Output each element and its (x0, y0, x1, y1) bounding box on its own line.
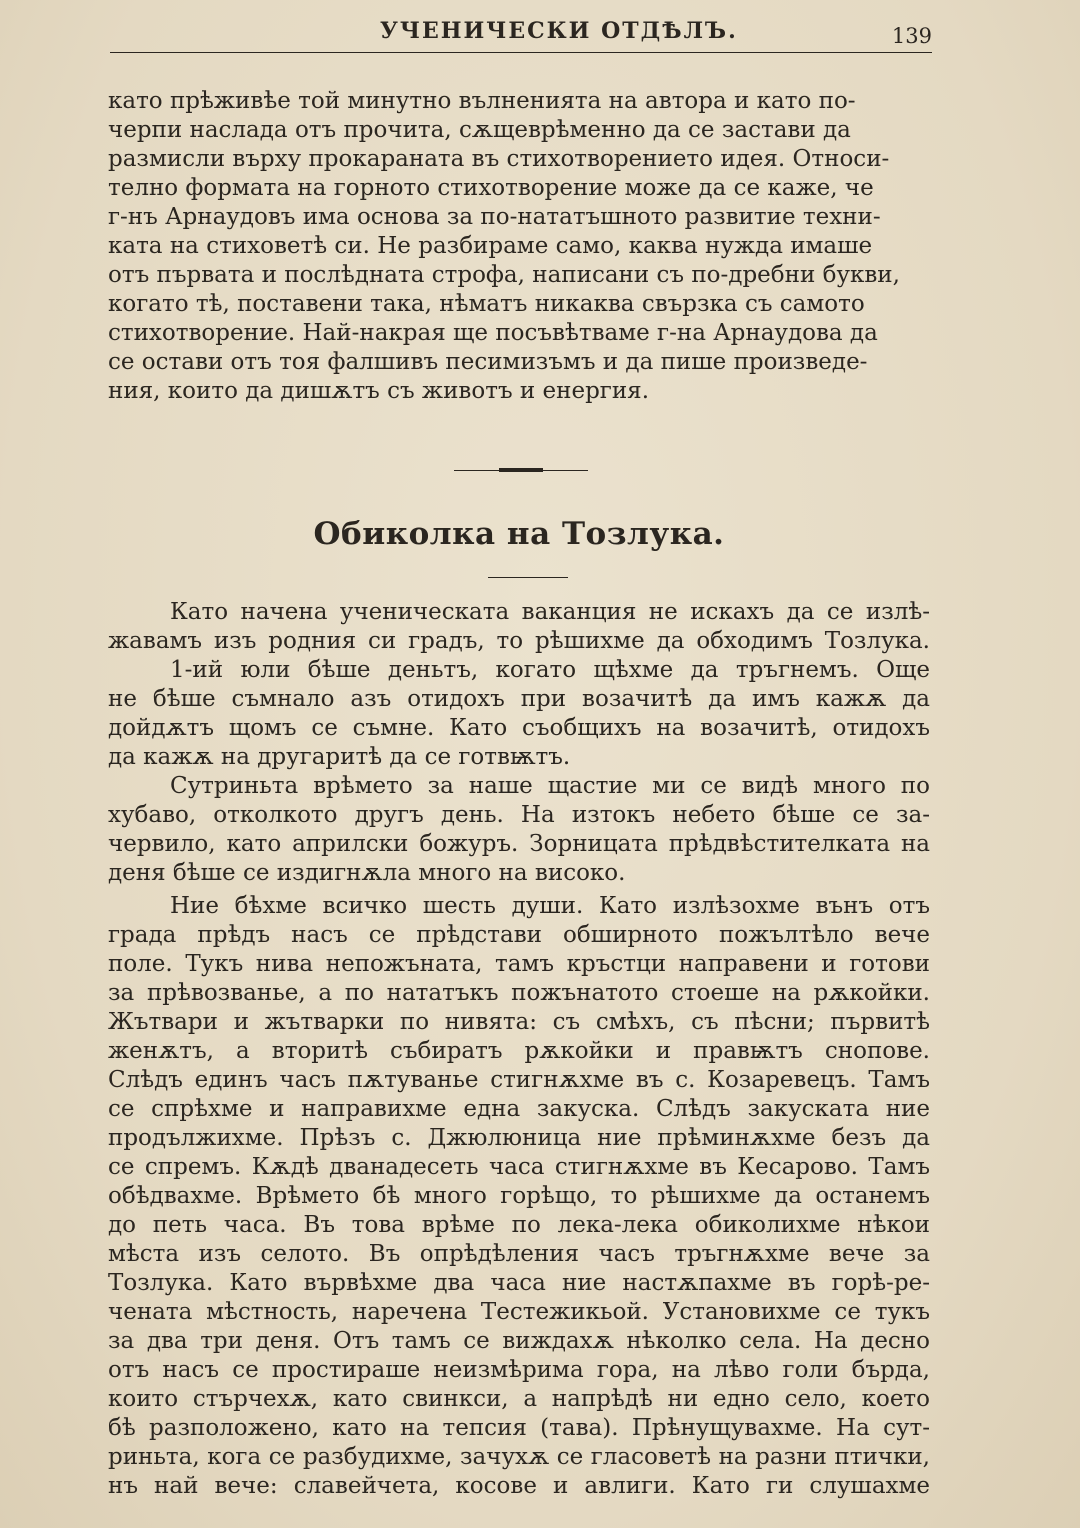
text-line: ката на стиховетѣ си. Не разбираме само, каква нужда имаше (108, 233, 873, 259)
section-divider-ornament (454, 468, 588, 474)
article-paragraph-3 (108, 772, 930, 888)
header-rule (110, 52, 932, 53)
text-line: хубаво, отколкото другъ день. На изтокъ небето бѣше се за- (108, 802, 930, 828)
text-line: ния, които да дишѫтъ съ животъ и енергия. (108, 378, 650, 404)
text-line: се спрѣхме и направихме една закуска. Слѣдъ закуската ние (108, 1096, 930, 1122)
text-line: Жътвари и жътварки по нивята: съ смѣхъ, съ пѣсни; първитѣ (108, 1009, 930, 1035)
text-line: нъ най вече: славейчета, косове и авлиги. Като ги слушахме (108, 1473, 930, 1499)
article-title: Обиколка на Тозлука. (313, 516, 725, 552)
text-line: не бѣше съмнало азъ отидохъ при возачитѣ да имъ кажѫ да (108, 686, 930, 712)
text-line: дойдѫтъ щомъ се съмне. Като съобщихъ на возачитѣ, отидохъ (108, 715, 930, 741)
text-line: Сутриньта врѣмето за наше щастие ми се видѣ много по (170, 773, 930, 799)
text-line: града прѣдъ насъ се прѣдстави обширното пожълтѣло вече (108, 922, 930, 948)
running-header (110, 14, 932, 54)
text-line: Слѣдъ единъ часъ пѫтуванье стигнѫхме въ с. Козаревецъ. Тамъ (108, 1067, 930, 1093)
article-paragraph-4 (108, 892, 930, 1501)
text-line: Като начена ученическата ваканция не искахъ да се излѣ- (170, 599, 930, 625)
text-line: размисли върху прокараната въ стихотворението идея. Относи- (108, 146, 890, 172)
text-line: обѣдвахме. Врѣмето бѣ много горѣщо, то рѣшихме да останемъ (108, 1183, 930, 1209)
text-line: които стърчехѫ, като свинкси, а напрѣдѣ ни едно село, което (108, 1386, 930, 1412)
text-line: като прѣживѣе той минутно вълненията на автора и като по- (108, 88, 856, 114)
text-line: чената мѣстность, наречена Тестежикьой. Установихме се тукъ (108, 1299, 930, 1325)
text-line: г-нъ Арнаудовъ има основа за по-нататъшното развитие техни- (108, 204, 881, 230)
text-line: стихотворение. Най-накрая ще посъвѣтваме г-на Арнаудова да (108, 320, 878, 346)
text-line: мѣста изъ селото. Въ опрѣдѣления часъ тръгнѫхме вече за (108, 1241, 930, 1267)
text-line: се спремъ. Кѫдѣ дванадесеть часа стигнѫхме въ Кесарово. Тамъ (108, 1154, 930, 1180)
text-line: продължихме. Прѣзъ с. Джюлюница ние прѣминѫхме безъ да (108, 1125, 930, 1151)
text-line: се остави отъ тоя фалшивъ песимизъмъ и да пише произведе- (108, 349, 868, 375)
text-line: за прѣвозванье, а по нататъкъ пожънатото стоеше на рѫкойки. (108, 980, 930, 1006)
text-line: за два три деня. Отъ тамъ се виждахѫ нѣколко села. На десно (108, 1328, 930, 1354)
text-line: телно формата на горното стихотворение може да се каже, че (108, 175, 874, 201)
text-line: да кажѫ на другаритѣ да се готвѭтъ. (108, 744, 571, 770)
text-line: отъ насъ се простираше неизмѣрима гора, на лѣво голи бърда, (108, 1357, 930, 1383)
text-line: жавамъ изъ родния си градъ, то рѣшихме да обходимъ Тозлука. (108, 628, 930, 654)
text-line: деня бѣше се издигнѫла много на високо. (108, 860, 626, 886)
article-paragraph-1 (108, 598, 930, 656)
text-line: 1-ий юли бѣше деньтъ, когато щѣхме да тръгнемъ. Още (170, 657, 930, 683)
text-line: червило, като априлски божуръ. Зорницата прѣдвѣстителката на (108, 831, 930, 857)
page-number: 139 (891, 24, 932, 48)
text-line: черпи наслада отъ прочита, сѫщеврѣменно да се застави да (108, 117, 851, 143)
running-title: УЧЕНИЧЕСКИ ОТДѢЛЪ. (380, 18, 738, 44)
text-line: Ние бѣхме всичко шесть души. Като излѣзохме вънъ отъ (170, 893, 930, 919)
text-line: когато тѣ, поставени така, нѣматъ никаква свързка съ самото (108, 291, 865, 317)
title-underline (488, 577, 568, 578)
text-line: бѣ разположено, като на тепсия (тава). Прѣнущувахме. На сут- (108, 1415, 930, 1441)
text-line: поле. Тукъ нива непожъната, тамъ кръстци направени и готови (108, 951, 930, 977)
text-line: женѫтъ, а вторитѣ събиратъ рѫкойки и правѭтъ снопове. (108, 1038, 930, 1064)
text-line: отъ първата и послѣдната строфа, написани съ по-дребни букви, (108, 262, 900, 288)
text-line: риньта, кога се разбудихме, зачухѫ се гласоветѣ на разни птички, (108, 1444, 930, 1470)
text-line: Тозлука. Като вървѣхме два часа ние настѫпахме въ горѣ-ре- (108, 1270, 930, 1296)
text-line: до петь часа. Въ това врѣме по лека-лека обиколихме нѣкои (108, 1212, 930, 1238)
article-paragraph-2 (108, 656, 930, 772)
review-paragraph (108, 87, 930, 406)
